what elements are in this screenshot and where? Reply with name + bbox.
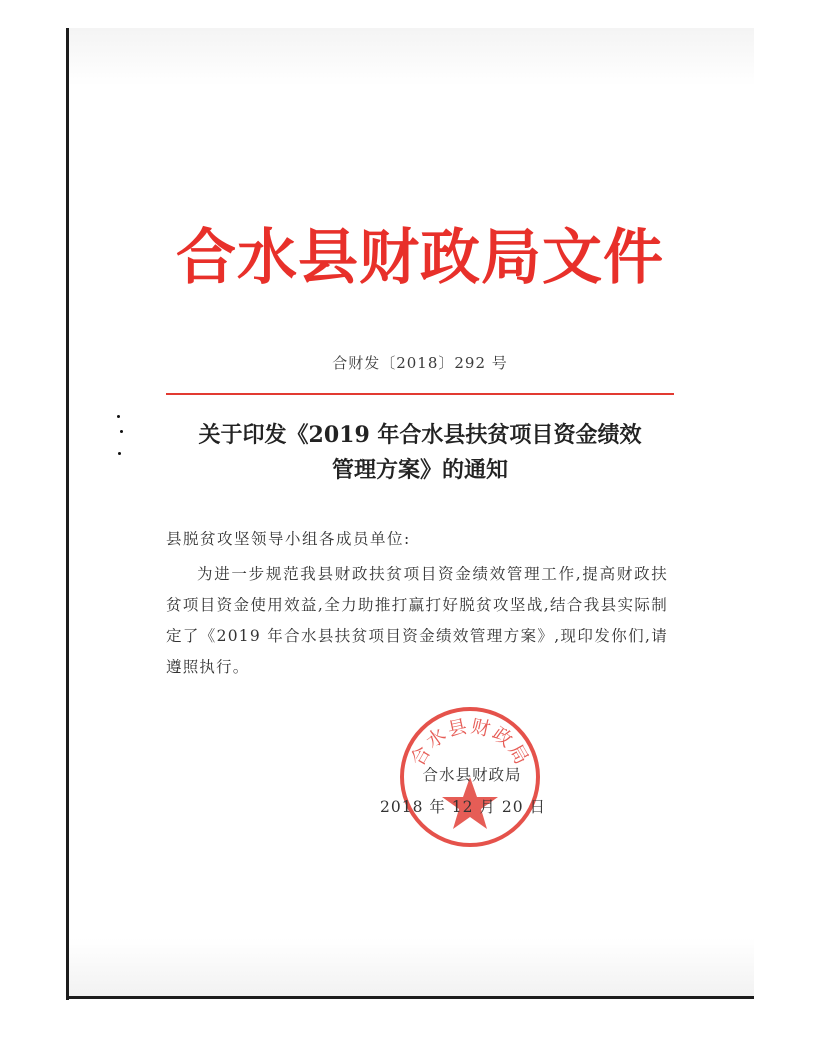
notice-title-line-2: 管理方案》的通知: [331, 457, 508, 483]
issuer-name: 合水县财政局: [422, 766, 522, 784]
scan-edge-bottom: [66, 996, 754, 999]
notice-title: [150, 418, 690, 488]
issue-date: 2018 年 12 月 20 日: [379, 798, 547, 816]
addressee: 县脱贫攻坚领导小组各成员单位:: [166, 530, 411, 548]
scan-speck: [120, 430, 123, 433]
letterhead-title: 合水县财政局文件: [176, 223, 664, 293]
scan-speck: [117, 415, 120, 418]
scan-speck: [118, 452, 121, 455]
document-number: 合财发〔2018〕292 号: [332, 354, 508, 372]
notice-title-line-1: 关于印发《2019 年合水县扶贫项目资金绩效: [198, 422, 642, 448]
seal-text: 合水县财政局: [406, 715, 534, 770]
body-paragraph: 为进一步规范我县财政扶贫项目资金绩效管理工作,提高财政扶贫项目资金使用效益,全力助推打赢打好脱贫攻坚战,结合我县实际制定了《2019 年合水县扶贫项目资金绩效管理方案》,现印发你们,请遵照执行。: [166, 565, 668, 676]
scan-edge-left: [66, 28, 69, 1000]
red-divider-line: [166, 393, 674, 395]
